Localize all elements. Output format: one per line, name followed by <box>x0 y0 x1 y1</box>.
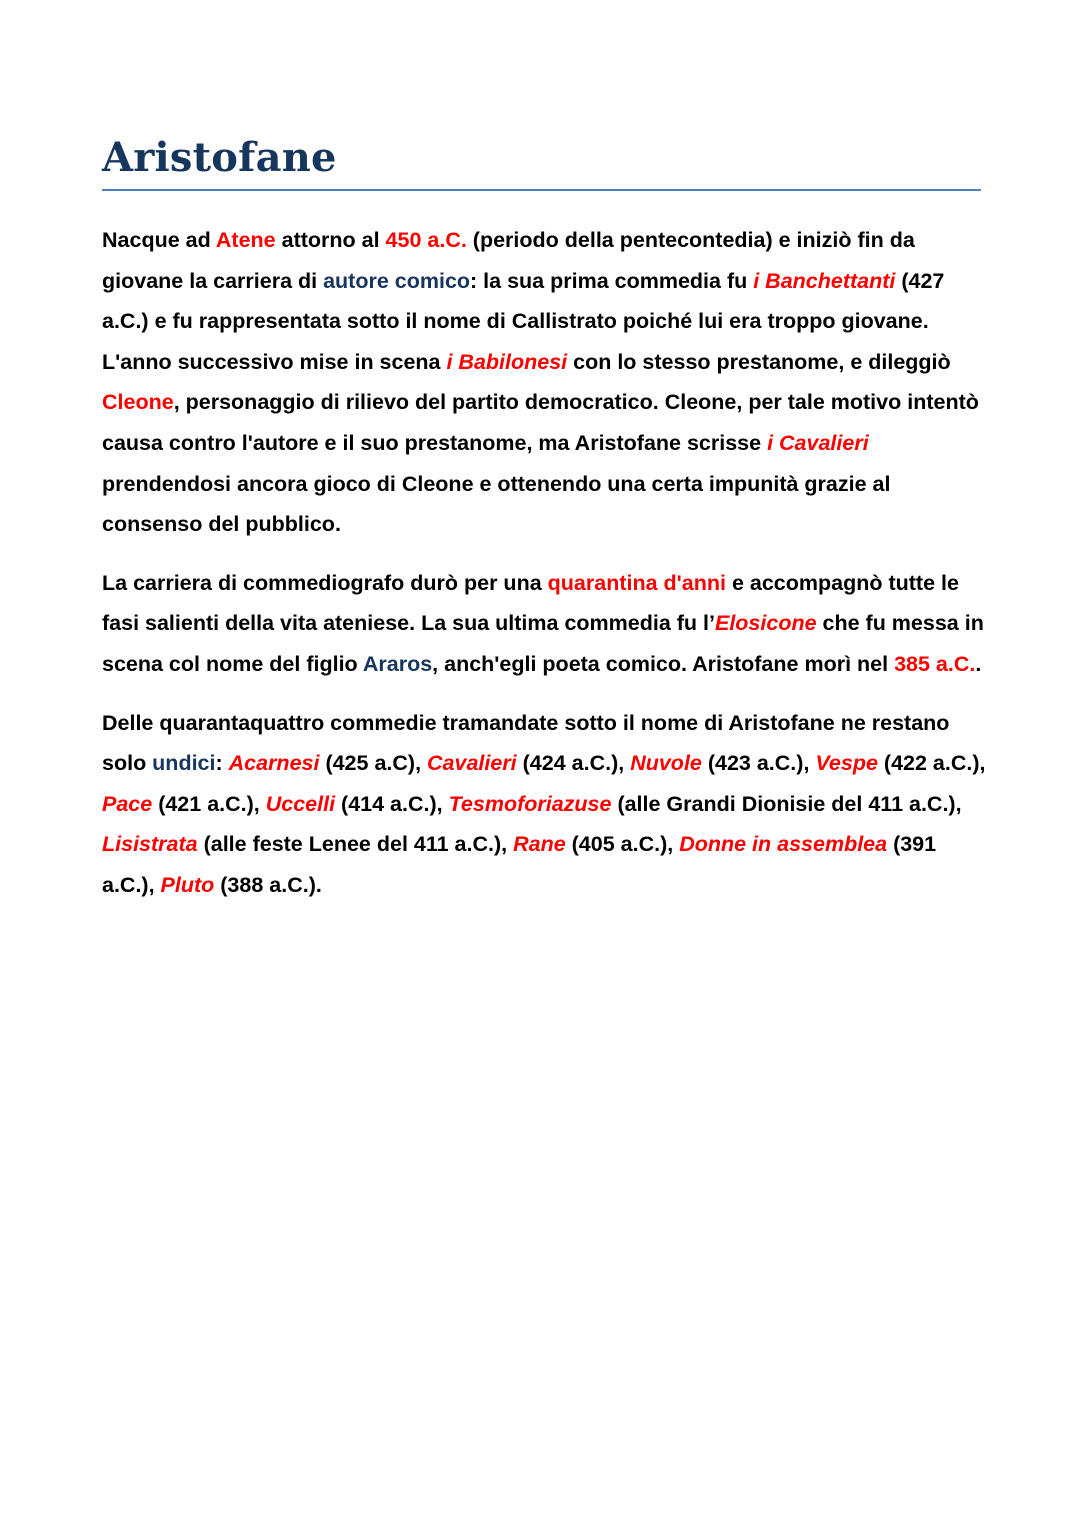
link-lisistrata[interactable]: Lisistrata <box>102 832 198 857</box>
text-run: (421 a.C.), <box>152 791 266 816</box>
link-cavalieri[interactable]: Cavalieri <box>427 751 517 776</box>
link-undici[interactable]: undici <box>152 751 216 776</box>
link-donne-in-assemblea[interactable]: Donne in assemblea <box>679 832 888 857</box>
text-run: (alle Grandi Dionisie del 411 a.C.), <box>611 791 962 816</box>
text-run: (periodo della pentecontedia) e iniziò fin da giovane la carriera di <box>102 228 915 293</box>
text-run: (424 a.C.), <box>516 751 631 776</box>
link-pluto[interactable]: Pluto <box>160 872 215 897</box>
link-cleone[interactable]: Cleone <box>102 390 174 415</box>
link-autore-comico[interactable]: autore comico <box>323 268 471 293</box>
link-vespe[interactable]: Vespe <box>815 751 878 776</box>
link-i-banchettanti[interactable]: i Banchettanti <box>753 268 896 293</box>
paragraph-biography <box>102 220 992 545</box>
text-run: (423 a.C.), <box>701 751 816 776</box>
text-run: attorno al <box>275 228 386 252</box>
link-elosicone[interactable]: Elosicone <box>714 611 817 636</box>
link-quarantina-danni[interactable]: quarantina d'anni <box>547 570 726 595</box>
text-run: che fu messa in scena col nome del figlio <box>102 611 984 676</box>
link-acarnesi[interactable]: Acarnesi <box>228 751 320 776</box>
paragraph-career <box>102 563 992 685</box>
text-run: (405 a.C.), <box>565 832 680 857</box>
paragraph-works <box>102 703 992 906</box>
text-run: : <box>215 751 229 776</box>
text-run: Delle quarantaquattro commedie tramandate sotto il nome di Aristofane ne restano solo <box>102 710 950 776</box>
link-araros[interactable]: Araros <box>362 651 433 676</box>
link-rane[interactable]: Rane <box>513 832 566 857</box>
document-body <box>102 220 992 924</box>
text-run: (alle feste Lenee del 411 a.C.), <box>197 832 514 857</box>
text-run: (422 a.C.), <box>877 751 986 776</box>
link-385-ac[interactable]: 385 a.C. <box>894 651 976 676</box>
link-uccelli[interactable]: Uccelli <box>265 791 336 816</box>
link-atene[interactable]: Atene <box>215 228 276 252</box>
link-tesmoforiazuse[interactable]: Tesmoforiazuse <box>448 791 612 816</box>
link-i-cavalieri[interactable]: i Cavalieri <box>767 430 869 455</box>
text-run: : la sua prima commedia fu <box>470 268 754 293</box>
text-run: prendendosi ancora gioco di Cleone e ottenendo una certa impunità grazie al consenso del pubblico. <box>102 471 891 537</box>
text-run: (427 a.C.) e fu rappresentata sotto il nome di Callistrato poiché lui era troppo giovane. L'anno successivo mise in scena <box>102 268 945 374</box>
text-run: . <box>975 651 982 676</box>
text-run: (391 a.C.), <box>102 832 937 897</box>
page-title: Aristofane <box>102 134 337 181</box>
text-run: La carriera di commediografo durò per una <box>102 570 548 595</box>
text-run: , anch'egli poeta comico. Aristofane morì nel <box>432 651 895 676</box>
text-run: (425 a.C), <box>319 751 428 776</box>
link-450-ac[interactable]: 450 a.C. <box>385 228 467 252</box>
text-run: (414 a.C.), <box>335 791 449 816</box>
text-run: con lo stesso prestanome, e dileggiò <box>567 349 951 374</box>
text-run: (388 a.C.). <box>214 872 322 897</box>
link-nuvole[interactable]: Nuvole <box>630 751 702 776</box>
link-i-babilonesi[interactable]: i Babilonesi <box>446 349 568 374</box>
text-run: Nacque ad <box>102 228 216 252</box>
title-underline <box>102 189 981 191</box>
link-pace[interactable]: Pace <box>102 791 153 816</box>
text-run: e accompagnò tutte le fasi salienti della vita ateniese. La sua ultima commedia fu l’ <box>102 570 959 636</box>
text-run: , personaggio di rilievo del partito democratico. Cleone, per tale motivo intentò causa contro l'autore e il suo prestanome, ma Aristofane scrisse <box>102 390 979 455</box>
